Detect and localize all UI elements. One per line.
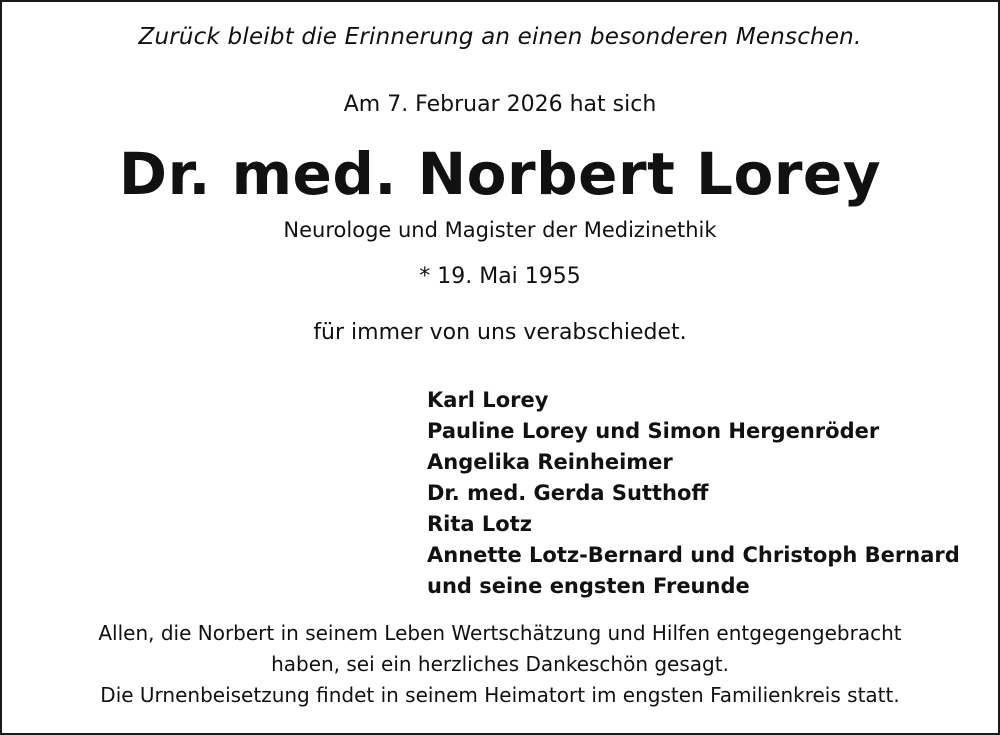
closing-remarks <box>0 618 1000 711</box>
mourner: und seine engsten Freunde <box>427 574 750 598</box>
farewell-text: für immer von uns verabschiedet. <box>313 320 687 345</box>
mourner: Dr. med. Gerda Sutthoff <box>427 481 709 505</box>
intro-text: Am 7. Februar 2026 hat sich <box>343 92 657 117</box>
deceased-name: Dr. med. Norbert Lorey <box>118 140 882 208</box>
closing-line: haben, sei ein herzliches Dankeschön gesagt. <box>271 652 729 676</box>
birth-date: * 19. Mai 1955 <box>419 264 581 289</box>
mourner: Rita Lotz <box>427 512 532 536</box>
motto: Zurück bleibt die Erinnerung an einen besonderen Menschen. <box>138 24 862 50</box>
closing-line: Die Urnenbeisetzung findet in seinem Heimatort im engsten Familienkreis statt. <box>100 683 900 707</box>
profession: Neurologe und Magister der Medizinethik <box>283 218 717 242</box>
mourner: Karl Lorey <box>427 388 549 412</box>
closing-line: Allen, die Norbert in seinem Leben Wertschätzung und Hilfen entgegengebracht <box>98 621 902 645</box>
mourners-list <box>427 385 960 602</box>
mourner: Annette Lotz-Bernard und Christoph Bernard <box>427 543 960 567</box>
mourner: Angelika Reinheimer <box>427 450 673 474</box>
mourner: Pauline Lorey und Simon Hergenröder <box>427 419 880 443</box>
